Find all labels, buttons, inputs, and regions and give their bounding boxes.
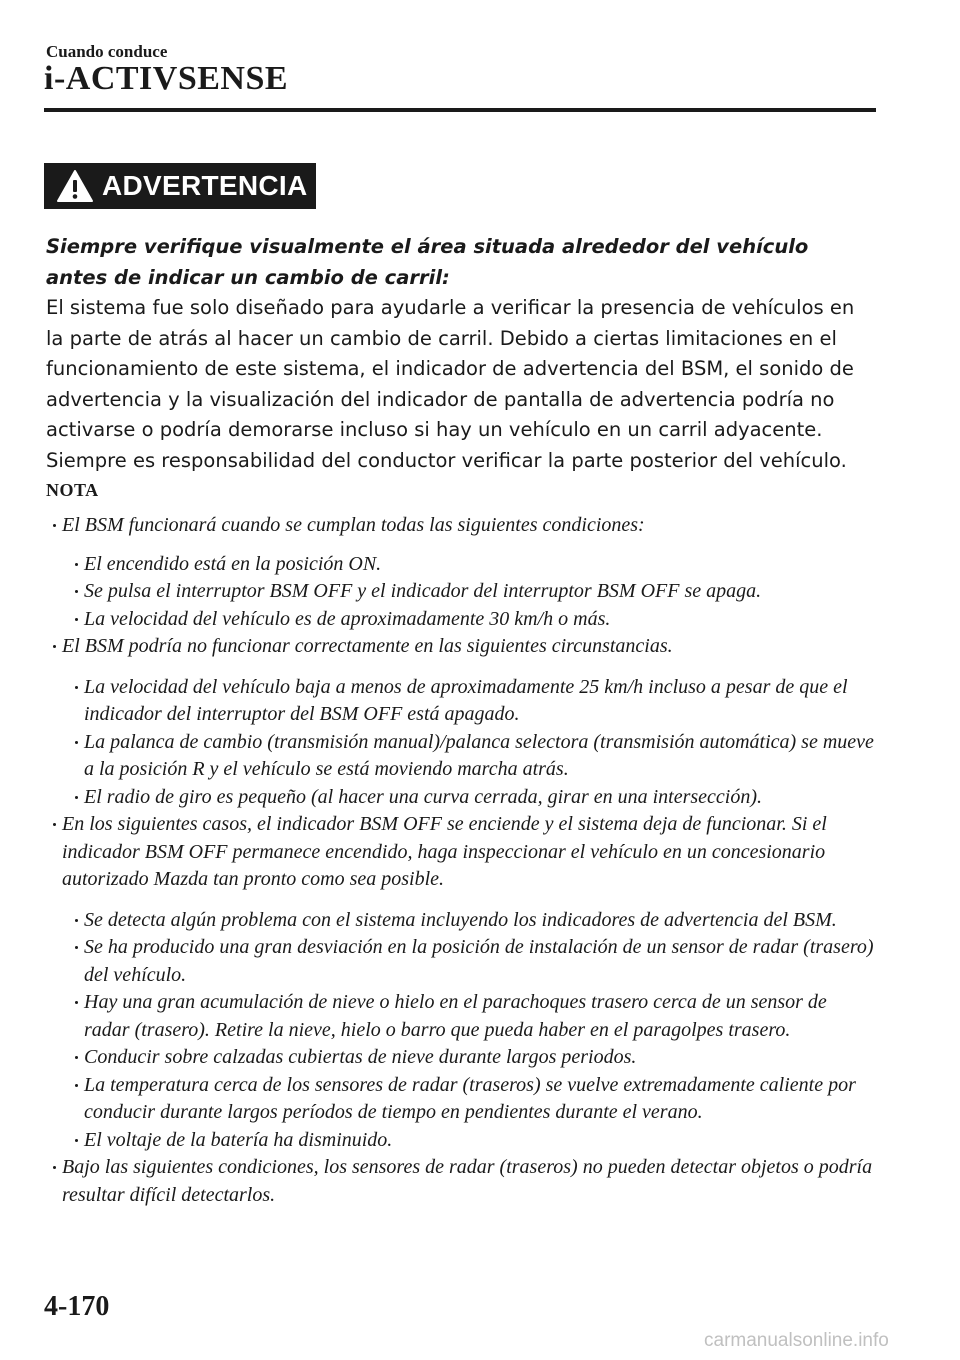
page-title: i-ACTIVSENSE	[44, 60, 289, 97]
note-subitem: La velocidad del vehículo es de aproximadamente 30 km/h o más.	[46, 606, 876, 634]
note-subitem: La temperatura cerca de los sensores de radar (traseros) se vuelve extremadamente caliente por conducir durante largos períodos de tiempo en pendientes durante el verano.	[46, 1072, 876, 1127]
page-number: 4-170	[44, 1291, 110, 1322]
note-subitem: El voltaje de la batería ha disminuido.	[46, 1127, 876, 1155]
note-subitem: El radio de giro es pequeño (al hacer una curva cerrada, girar en una intersección).	[46, 784, 876, 812]
watermark: carmanualsonline.info	[704, 1330, 889, 1351]
warning-triangle-icon	[56, 169, 94, 203]
note-subitem: El encendido está en la posición ON.	[46, 551, 876, 579]
warning-lead: Siempre verifique visualmente el área situada alrededor del vehículo antes de indicar un cambio de carril:	[46, 235, 809, 289]
note-subitem: Se detecta algún problema con el sistema incluyendo los indicadores de advertencia del BSM.	[46, 907, 876, 935]
note-list	[46, 512, 876, 1209]
warning-banner	[44, 163, 316, 209]
note-item: El BSM podría no funcionar correctamente en las siguientes circunstancias.	[46, 633, 876, 661]
header-divider	[44, 108, 876, 112]
warning-description: El sistema fue solo diseñado para ayudarle a verificar la presencia de vehículos en la parte de atrás al hacer un cambio de carril. Debido a ciertas limitaciones en el funcionamiento de este sistema, el indicador de advertencia del BSM, el sonido de advertencia y la visualización del indicador de pantalla de advertencia podría no activarse o podría demorarse incluso si hay un vehículo en un carril adyacente. Siempre es responsabilidad del conductor verificar la parte posterior del vehículo.	[46, 296, 855, 472]
note-item: En los siguientes casos, el indicador BSM OFF se enciende y el sistema deja de funcionar. Si el indicador BSM OFF permanece encendido, haga inspeccionar el vehículo en un concesionario autorizado Mazda tan pronto como sea posible.	[46, 811, 876, 894]
warning-text	[46, 232, 876, 476]
note-subitem: Se ha producido una gran desviación en la posición de instalación de un sensor de radar (trasero) del vehículo.	[46, 934, 876, 989]
section-label: Cuando conduce	[46, 42, 168, 61]
note-item: Bajo las siguientes condiciones, los sensores de radar (traseros) no pueden detectar objetos o podría resultar difícil detectarlos.	[46, 1154, 876, 1209]
note-title: NOTA	[46, 480, 99, 500]
note-subitem: La palanca de cambio (transmisión manual)/palanca selectora (transmisión automática) se mueve a la posición R y el vehículo se está moviendo marcha atrás.	[46, 729, 876, 784]
note-subitem: Hay una gran acumulación de nieve o hielo en el parachoques trasero cerca de un sensor de radar (trasero). Retire la nieve, hielo o barro que pueda haber en el paragolpes trasero.	[46, 989, 876, 1044]
warning-label: ADVERTENCIA	[102, 170, 308, 201]
note-subitem: Conducir sobre calzadas cubiertas de nieve durante largos periodos.	[46, 1044, 876, 1072]
note-item: El BSM funcionará cuando se cumplan todas las siguientes condiciones:	[46, 512, 876, 540]
note-subitem: La velocidad del vehículo baja a menos de aproximadamente 25 km/h incluso a pesar de que el indicador del interruptor del BSM OFF está apagado.	[46, 674, 876, 729]
note-subitem: Se pulsa el interruptor BSM OFF y el indicador del interruptor BSM OFF se apaga.	[46, 578, 876, 606]
